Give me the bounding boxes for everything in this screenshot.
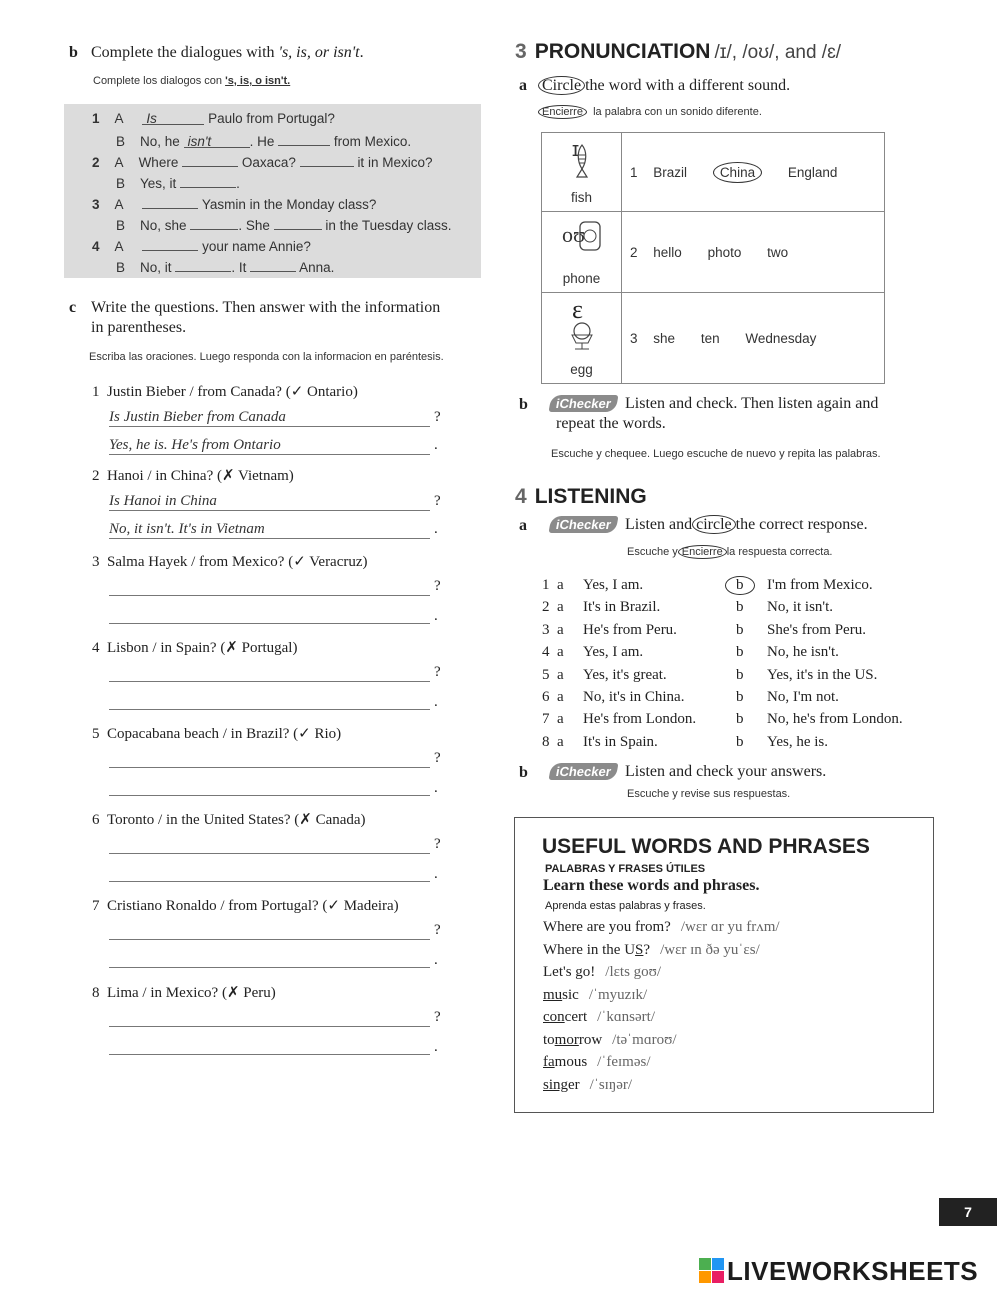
answer-blank[interactable]: [142, 237, 198, 251]
response-b[interactable]: I'm from Mexico.: [767, 577, 873, 593]
phrase-row: Where are you from? /wɛr ɑr yu frʌm/: [543, 919, 780, 935]
answer-input-6[interactable]: [109, 864, 430, 882]
page-number: 7: [939, 1198, 997, 1226]
answer-input-4[interactable]: [109, 692, 430, 710]
listening-b-spanish: Escuche y revise sus respuestas.: [627, 788, 791, 800]
question-item-8: 8 Lima / in Mexico? (✗ Peru): [92, 985, 276, 1001]
egg-label: egg: [570, 362, 593, 377]
answer-input-1[interactable]: Yes, he is. He's from Ontario: [109, 437, 430, 455]
dialogue-1-b: B No, he isn't . He from Mexico.: [116, 134, 412, 149]
fish-icon: [571, 141, 593, 179]
pron-row-1: [542, 133, 885, 212]
response-row-4: 4 a Yes, I am. b No, he isn't.: [542, 644, 839, 660]
question-input-6[interactable]: [109, 836, 430, 854]
dialogue-4-a: 4 A your name Annie?: [92, 239, 311, 254]
question-mark: ?: [434, 922, 441, 938]
word-option[interactable]: Wednesday: [745, 330, 817, 346]
response-row-3: 3 a He's from Peru. b She's from Peru.: [542, 622, 866, 638]
phone-cell: [542, 212, 622, 293]
response-row-8: 8 a It's in Spain. b Yes, he is.: [542, 734, 828, 750]
listening-heading: 4 LISTENING: [515, 485, 647, 508]
phone-icon: [560, 218, 604, 256]
pronunciation-a-letter: a: [519, 77, 527, 94]
answer-blank[interactable]: [182, 153, 238, 167]
section-b-spanish: Complete los dialogos con 's, is, o isn't.: [93, 75, 291, 87]
question-item-7: 7 Cristiano Ronaldo / from Portugal? (✓ Madeira): [92, 898, 399, 914]
question-mark: ?: [434, 1009, 441, 1025]
word-option[interactable]: two: [767, 244, 789, 260]
question-mark: ?: [434, 409, 441, 425]
question-item-1: 1 Justin Bieber / from Canada? (✓ Ontario): [92, 384, 358, 400]
listening-a-instruction: Listen and circle the correct response.: [625, 516, 868, 533]
pronunciation-b-line1: Listen and check. Then listen again and: [625, 395, 879, 412]
answer-blank[interactable]: [274, 216, 322, 230]
period: .: [434, 1039, 438, 1055]
response-a[interactable]: Yes, I am.: [583, 644, 644, 660]
question-mark: ?: [434, 578, 441, 594]
answer-blank[interactable]: [300, 153, 354, 167]
word-option[interactable]: Brazil: [653, 164, 688, 180]
svg-text:oʊ: oʊ: [562, 222, 586, 247]
answer-blank[interactable]: [175, 258, 231, 272]
listening-b-letter: b: [519, 764, 528, 781]
section-c-instruction-2: in parentheses.: [91, 319, 187, 336]
question-item-2: 2 Hanoi / in China? (✗ Vietnam): [92, 468, 294, 484]
phone-label: phone: [562, 271, 601, 286]
useful-learn-spanish: Aprenda estas palabras y frases.: [545, 900, 706, 912]
period: .: [434, 608, 438, 624]
phrase-row: tomorrow /təˈmɑroʊ/: [543, 1032, 677, 1048]
phrase-row: famous /ˈfeɪməs/: [543, 1054, 651, 1070]
word-option[interactable]: she: [653, 330, 676, 346]
period: .: [434, 521, 438, 537]
pron-row-2: [542, 212, 885, 293]
period: .: [434, 952, 438, 968]
liveworksheets-logo-text: LIVEWORKSHEETS: [727, 1256, 979, 1286]
response-b[interactable]: No, he's from London.: [767, 711, 903, 727]
response-a[interactable]: It's in Brazil.: [583, 599, 661, 615]
response-b[interactable]: Yes, it's in the US.: [767, 667, 878, 683]
answer-input-5[interactable]: [109, 778, 430, 796]
period: .: [434, 694, 438, 710]
question-input-8[interactable]: [109, 1009, 430, 1027]
response-row-2: 2 a It's in Brazil. b No, it isn't.: [542, 599, 834, 615]
response-row-1: 1 a Yes, I am. b I'm from Mexico.: [542, 577, 873, 593]
response-row-5: 5 a Yes, it's great. b Yes, it's in the US.: [542, 667, 878, 683]
answer-blank[interactable]: [250, 258, 296, 272]
word-option[interactable]: hello: [653, 244, 682, 260]
question-input-4[interactable]: [109, 664, 430, 682]
word-option[interactable]: photo: [707, 244, 742, 260]
egg-symbol: ɛ: [572, 295, 583, 324]
response-b-circled[interactable]: b: [725, 576, 755, 595]
dialogue-2-a: 2 A Where Oaxaca? it in Mexico?: [92, 155, 433, 170]
question-input-5[interactable]: [109, 750, 430, 768]
fish-label: fish: [570, 190, 592, 205]
response-row-7: 7 a He's from London. b No, he's from London.: [542, 711, 903, 727]
period: .: [434, 437, 438, 453]
response-a[interactable]: Yes, it's great.: [583, 667, 667, 683]
response-a[interactable]: He's from Peru.: [583, 622, 677, 638]
response-a[interactable]: Yes, I am.: [583, 577, 644, 593]
word-option[interactable]: England: [787, 164, 838, 180]
question-mark: ?: [434, 664, 441, 680]
section-c-spanish: Escriba las oraciones. Luego responda con la informacion en paréntesis.: [89, 351, 444, 363]
phrase-row: Let's go! /lɛts goʊ/: [543, 964, 662, 980]
listening-b-instruction: Listen and check your answers.: [625, 763, 827, 780]
answer-blank[interactable]: isn't: [184, 134, 250, 148]
useful-title: USEFUL WORDS AND PHRASES: [542, 835, 870, 858]
question-mark: ?: [434, 750, 441, 766]
dialogue-3-a: 3 A Yasmin in the Monday class?: [92, 197, 377, 212]
pron-words-2: 2 hello photo two: [622, 212, 885, 293]
response-b[interactable]: No, it isn't.: [767, 599, 834, 615]
question-input-3[interactable]: [109, 578, 430, 596]
ichecker-badge[interactable]: iChecker: [550, 763, 617, 781]
dialogue-2-b: B Yes, it .: [116, 176, 240, 191]
pronunciation-b-letter: b: [519, 396, 528, 413]
word-option-circled[interactable]: China: [713, 162, 762, 183]
answer-blank[interactable]: [190, 216, 238, 230]
useful-learn: Learn these words and phrases.: [543, 877, 760, 894]
ichecker-badge[interactable]: iChecker: [550, 395, 617, 413]
response-b[interactable]: No, he isn't.: [767, 644, 839, 660]
phrase-row: concert /ˈkɑnsərt/: [543, 1009, 655, 1025]
answer-blank[interactable]: [278, 132, 330, 146]
liveworksheets-logo-icon: [699, 1258, 725, 1284]
pron-words-3: 3 she ten Wednesday: [622, 293, 885, 384]
question-item-4: 4 Lisbon / in Spain? (✗ Portugal): [92, 640, 298, 656]
pronunciation-a-spanish: Encierre la palabra con un sonido diferente.: [538, 106, 762, 118]
response-a[interactable]: He's from London.: [583, 711, 697, 727]
question-item-3: 3 Salma Hayek / from Mexico? (✓ Veracruz): [92, 554, 368, 570]
section-b-letter: b: [69, 44, 78, 61]
response-b[interactable]: She's from Peru.: [767, 622, 866, 638]
answer-input-3[interactable]: [109, 606, 430, 624]
phrase-row: music /ˈmyuzɪk/: [543, 987, 648, 1003]
fish-symbol: ɪ: [572, 139, 580, 161]
section-c-letter: c: [69, 299, 77, 316]
pronunciation-a-instruction: Circle the word with a different sound.: [538, 77, 790, 95]
question-input-7[interactable]: [109, 922, 430, 940]
section-b-instruction: Complete the dialogues with 's, is, or isn't.: [91, 44, 364, 61]
question-mark: ?: [434, 493, 441, 509]
question-mark: ?: [434, 836, 441, 852]
answer-input-8[interactable]: [109, 1037, 430, 1055]
useful-words-box: [514, 817, 934, 1113]
response-a[interactable]: It's in Spain.: [583, 734, 658, 750]
pronunciation-table: [541, 132, 885, 384]
dialogue-3-b: B No, she . She in the Tuesday class.: [116, 218, 452, 233]
fish-cell: [542, 133, 622, 212]
period: .: [434, 866, 438, 882]
word-option[interactable]: ten: [700, 330, 720, 346]
pronunciation-heading: 3 PRONUNCIATION /ɪ/, /oʊ/, and /ɛ/: [515, 40, 842, 63]
ichecker-badge[interactable]: iChecker: [550, 516, 617, 534]
answer-blank[interactable]: [180, 174, 236, 188]
question-item-6: 6 Toronto / in the United States? (✗ Canada): [92, 812, 366, 828]
listening-a-spanish: Escuche y Encierre la respuesta correcta.: [627, 546, 833, 558]
response-a[interactable]: No, it's in China.: [583, 689, 685, 705]
question-input-2[interactable]: Is Hanoi in China: [109, 493, 430, 511]
pron-words-1: 1 Brazil China England: [622, 133, 885, 212]
response-b[interactable]: Yes, he is.: [767, 734, 828, 750]
phrase-row: Where in the US? /wɛr ɪn ðə yuˈɛs/: [543, 942, 760, 958]
egg-cell: [542, 293, 622, 384]
pronunciation-b-line2: repeat the words.: [556, 415, 666, 432]
answer-blank[interactable]: Is: [142, 111, 204, 125]
section-c-instruction-1: Write the questions. Then answer with the information: [91, 299, 441, 316]
useful-subtitle: PALABRAS Y FRASES ÚTILES: [545, 863, 706, 875]
pronunciation-b-spanish: Escuche y chequee. Luego escuche de nuevo y repita las palabras.: [551, 448, 881, 460]
question-item-5: 5 Copacabana beach / in Brazil? (✓ Rio): [92, 726, 342, 742]
response-row-6: 6 a No, it's in China. b No, I'm not.: [542, 689, 839, 705]
listening-a-letter: a: [519, 517, 527, 534]
dialogue-1-a: 1 A Is Paulo from Portugal?: [92, 111, 335, 126]
answer-input-7[interactable]: [109, 950, 430, 968]
dialogue-4-b: B No, it . It Anna.: [116, 260, 335, 275]
egg-icon: [566, 321, 598, 353]
phrase-row: singer /ˈsɪŋər/: [543, 1077, 633, 1093]
question-input-1[interactable]: Is Justin Bieber from Canada: [109, 409, 430, 427]
answer-blank[interactable]: [142, 195, 198, 209]
answer-input-2[interactable]: No, it isn't. It's in Vietnam: [109, 521, 430, 539]
period: .: [434, 780, 438, 796]
pron-row-3: [542, 293, 885, 384]
response-b[interactable]: No, I'm not.: [767, 689, 839, 705]
